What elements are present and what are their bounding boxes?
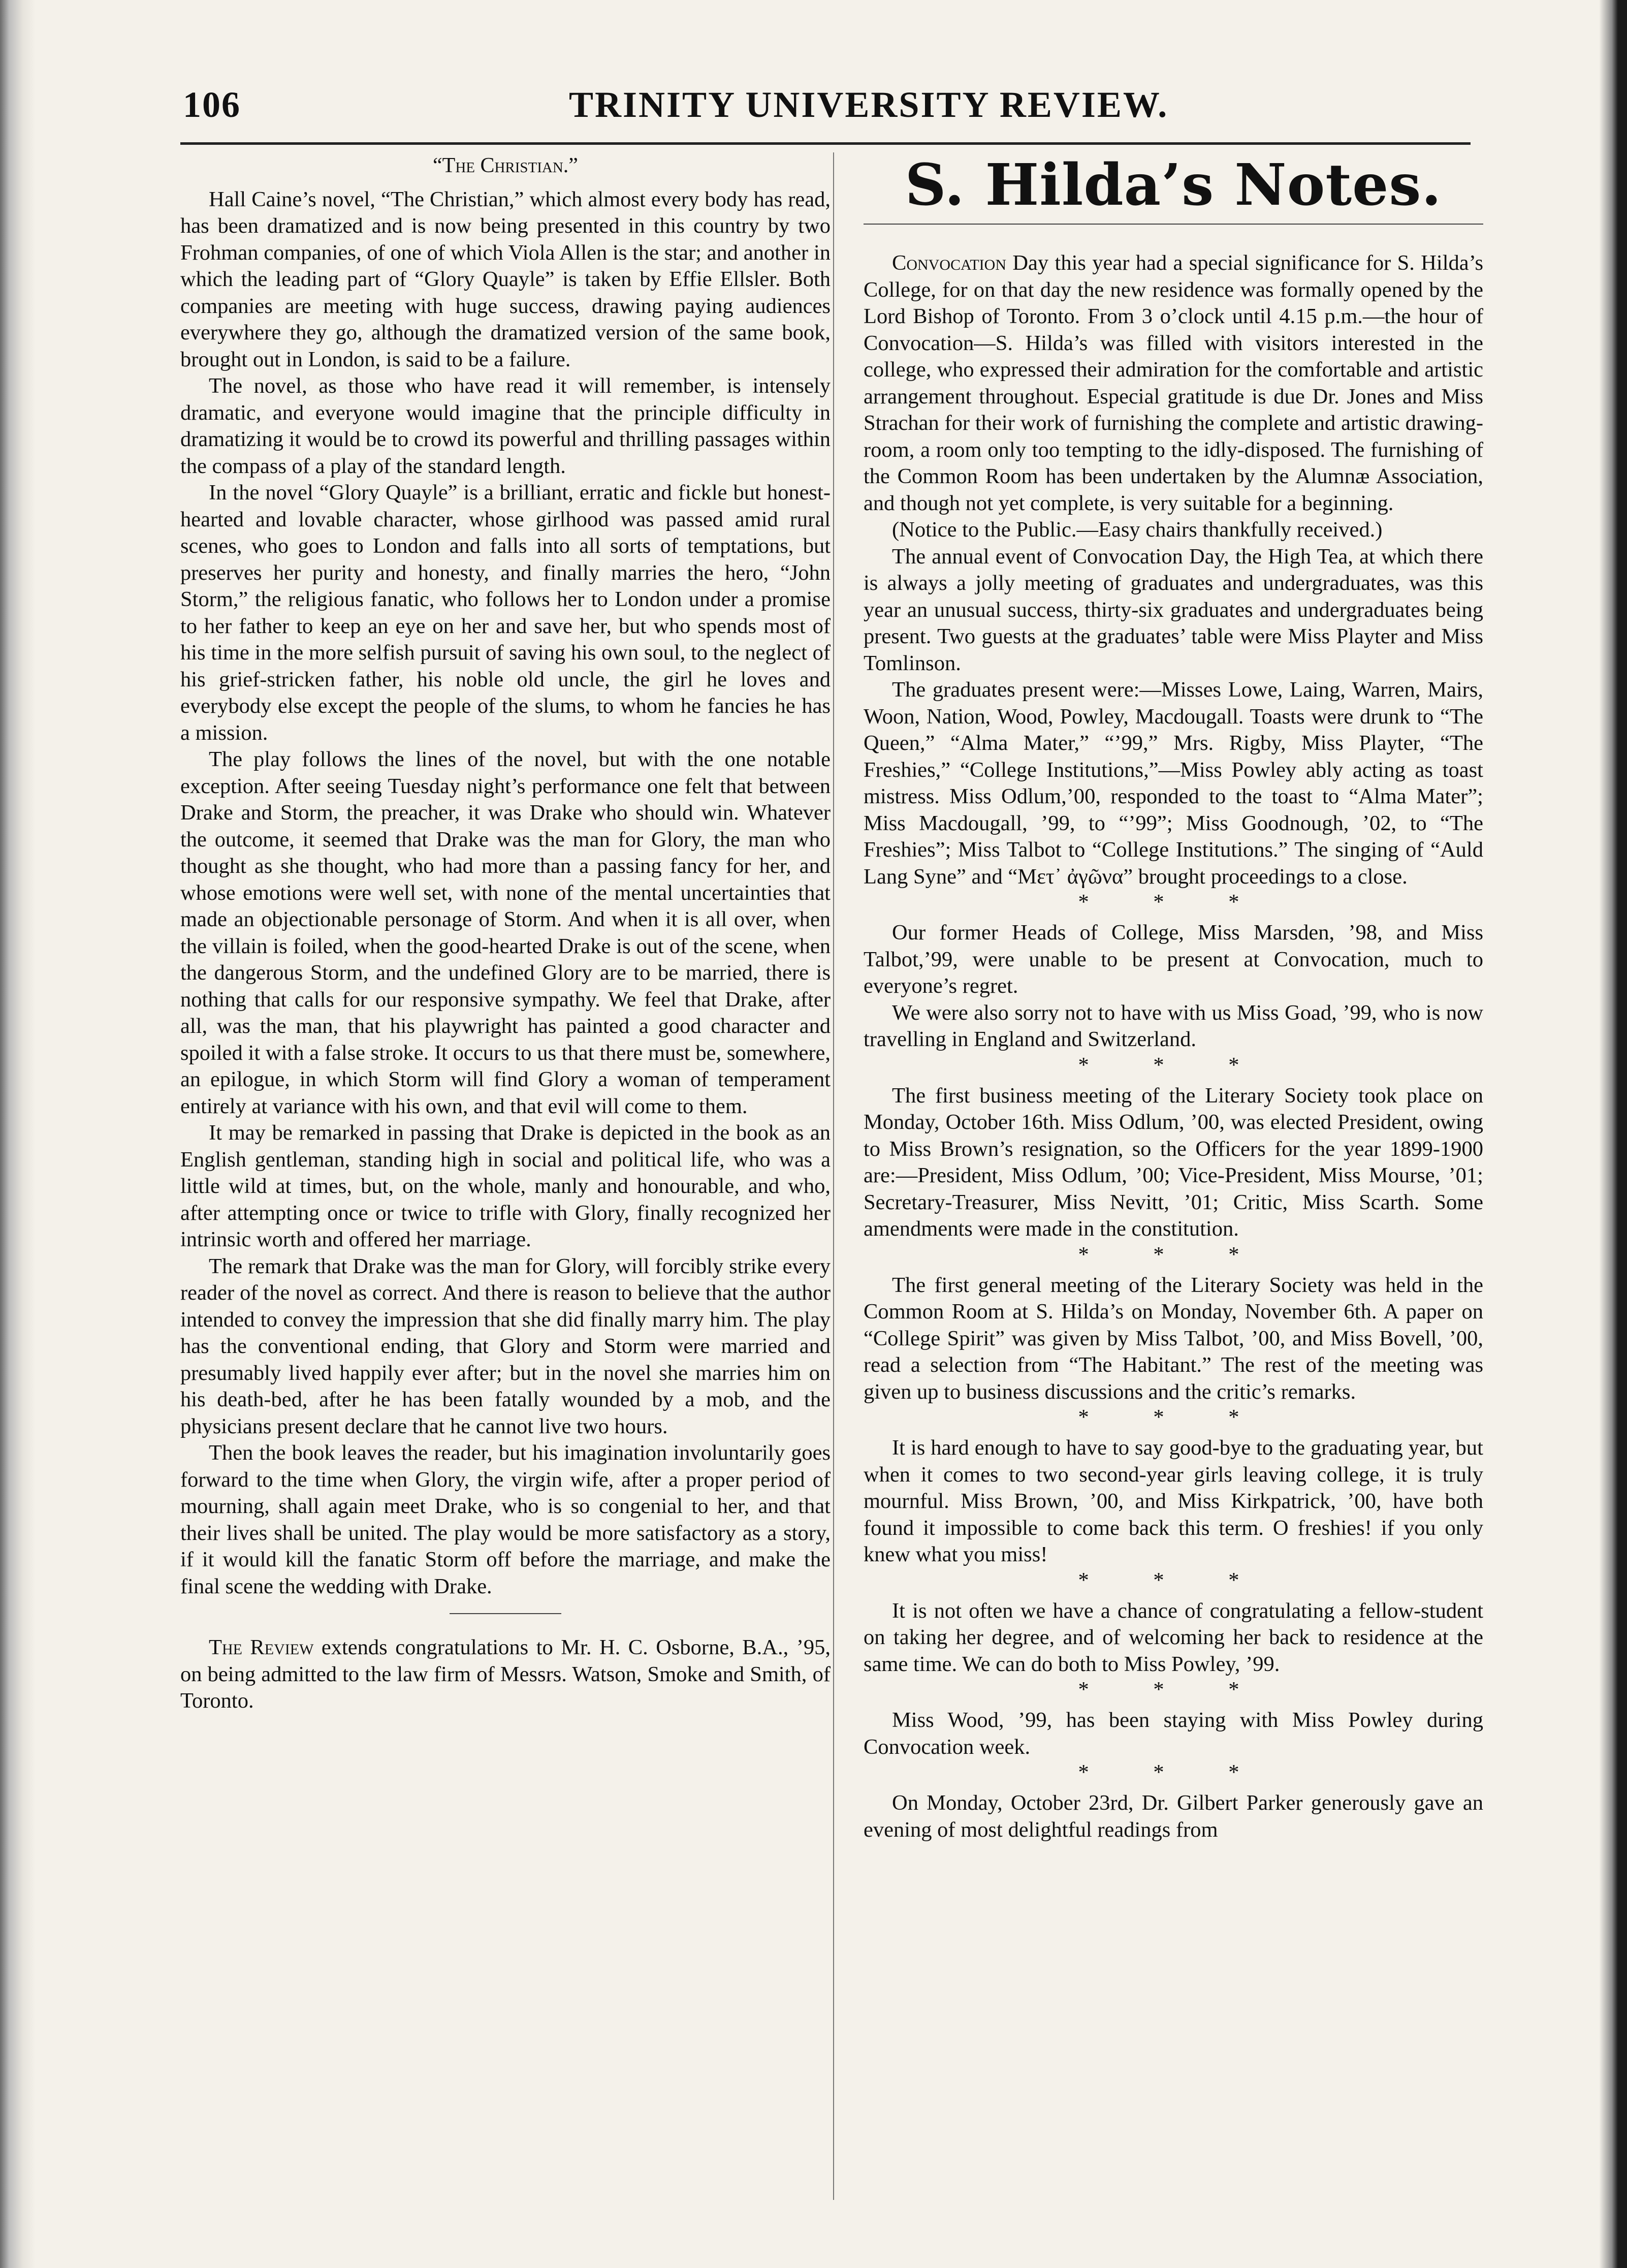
review-notice-text: extends congratulations to Mr. H. C. Osborne, B.A., ’95, on being admitted to the law firm of Messrs. Watson, Smoke and Smith, of Toronto. xyxy=(180,1635,831,1713)
article-paragraph: The play follows the lines of the novel, but with the one notable exception. After seeing Tuesday night’s performance one felt that between Drake and Storm, the preacher, it was Drake who should win. Whatever the outcome, it seemed that Drake was the man for Glory, the man who thought as she thought, who had more than a passing fancy for her, and whose emotions were well set, with none of the mental uncertainties that made an objectionable personage of Storm. And when it is all over, when the villain is foiled, when the good-hearted Drake is out of the scene, when the dangerous Storm, and the undefined Glory are to be married, there is nothing that calls for our responsive sympathy. We feel that Drake, after all, was the man, that his playwright has painted a good character and spoiled it with a false stroke. It occurs to us that there must be, somewhere, an epilogue, in which Storm will find Glory a woman of temperament entirely at variance with his own, and that evil will come to them. xyxy=(180,747,831,1118)
section-separator: * * * xyxy=(1078,1678,1269,1702)
note-paragraph: The first general meeting of the Literary Society was held in the Common Room at S. Hilda’s on Monday, November 6th. A paper on “College Spirit” was given by Miss Talbot, ’00, and Miss Bovell, ’00, read a selection from “The Habitant.” The rest of the meeting was given up to business discussions and the critic’s remarks. xyxy=(864,1273,1483,1404)
section-separator: * * * xyxy=(1078,1760,1269,1784)
note-paragraph: Miss Wood, ’99, has been staying with Miss Powley during Convocation week. xyxy=(864,1708,1483,1759)
note-lead-word: Convocation xyxy=(892,251,1007,275)
section-title: S. Hilda’s Notes. xyxy=(905,152,1442,218)
note-paragraph: (Notice to the Public.—Easy chairs thankfully received.) xyxy=(892,518,1383,542)
article-paragraph: In the novel “Glory Quayle” is a brilliant, erratic and fickle but honest-hearted and lovable character, whose girlhood was passed amid rural scenes, who goes to London and falls into all sorts of temptations, but preserves her purity and honesty, and finally marries the hero, “John Storm,” the religious fanatic, who follows her to London under a promise to her father to keep an eye on her and save her, but who spends most of his time in the more selfish pursuit of saving his own soul, to the neglect of his grief-stricken father, his noble old uncle, the girl he loves and everybody else except the people of the slums, to whom he fancies he has a mission. xyxy=(180,481,831,745)
note-paragraph: The first business meeting of the Literary Society took place on Monday, October 16th. Miss Odlum, ’00, was elected President, owing to Miss Brown’s resignation, so the Officers for the year 1899-1900 are:—President, Miss Odlum, ’00; Vice-President, Miss Mourse, ’01; Secretary-Treasurer, Miss Nevitt, ’01; Critic, Miss Scarth. Some amendments were made in the constitution. xyxy=(864,1083,1483,1241)
article-end-rule xyxy=(450,1613,561,1614)
note-paragraph: We were also sorry not to have with us Miss Goad, ’99, who is now travelling in England and Switzerland. xyxy=(864,1000,1483,1051)
review-notice-lead: The Review xyxy=(209,1635,314,1659)
right-column xyxy=(864,152,1483,1843)
section-separator: * * * xyxy=(1078,1405,1269,1429)
section-separator: * * * xyxy=(1078,1242,1269,1267)
section-separator: * * * xyxy=(1078,1053,1269,1077)
column-divider xyxy=(833,152,834,2200)
note-paragraph: It is not often we have a chance of congratulating a fellow-student on taking her degree, and of welcoming her back to residence at the same time. We can do both to Miss Powley, ’99. xyxy=(864,1598,1483,1676)
header-rule xyxy=(180,142,1471,145)
note-lead-text: Day this year had a special significance for S. Hilda’s College, for on that day the new residence was formally opened by the Lord Bishop of Toronto. From 3 o’clock until 4.15 p.m.—the hour of Convocation—S. Hilda’s was filled with visitors interested in the college, who expressed their admiration for the comfortable and artistic arrangement throughout. Especial gratitude is due Dr. Jones and Miss Strachan for their work of furnishing the complete and artistic drawing-room, a room only too tempting to the idly-disposed. The furnishing of the Common Room has been undertaken by the Alumnæ Association, and though not yet complete, is very suitable for a beginning. xyxy=(864,251,1483,515)
review-notice xyxy=(180,1634,831,1715)
note-paragraph: On Monday, October 23rd, Dr. Gilbert Parker generously gave an evening of most delightful readings from xyxy=(864,1791,1483,1842)
article-paragraph: The remark that Drake was the man for Glory, will forcibly strike every reader of the novel as correct. And there is reason to believe that the author intended to convey the impression that she did finally marry him. The play has the conventional ending, that Glory and Storm were married and presumably lived happily ever after; but in the novel she marries him on his death-bed, after he has been fatally wounded by a mob, and the physicians present declare that he cannot live two hours. xyxy=(180,1254,831,1438)
note-paragraph: Our former Heads of College, Miss Marsden, ’98, and Miss Talbot,’99, were unable to be present at Convocation, much to everyone’s regret. xyxy=(864,921,1483,998)
left-column xyxy=(180,152,831,1715)
section-separator: * * * xyxy=(1078,890,1269,914)
note-paragraph: It is hard enough to have to say good-bye to the graduating year, but when it comes to two second-year girls leaving college, it is truly mournful. Miss Brown, ’00, and Miss Kirkpatrick, ’00, have both found it impossible to come back this term. O freshies! if you only knew what you miss! xyxy=(864,1436,1483,1566)
scan-edge-left xyxy=(0,0,36,2268)
note-paragraph: The graduates present were:—Misses Lowe, Laing, Warren, Mairs, Woon, Nation, Wood, Powley, Macdougall. Toasts were drunk to “The Queen,” “Alma Mater,” “’99,” Mrs. Rigby, Miss Playter, “The Freshies,” “College Institutions,”—Miss Powley ably acting as toast mistress. Miss Odlum,’00, responded to the toast to “Alma Mater”; Miss Macdougall, ’99, to “’99”; Miss Goodnough, ’02, to “The Freshies”; Miss Talbot to “College Institutions.” The singing of “Auld Lang Syne” and “Μετ᾽ ἀγῶνα” brought proceedings to a close. xyxy=(864,678,1483,889)
article-paragraph: It may be remarked in passing that Drake is depicted in the book as an English gentleman, standing high in social and political life, who was a little wild at times, but, on the whole, manly and honourable, and who, after attempting once or twice to trifle with Glory, finally recognized her intrinsic worth and offered her marriage. xyxy=(180,1121,831,1251)
article-paragraph: Hall Caine’s novel, “The Christian,” which almost every body has read, has been dramatized and is now being presented in this country by two Frohman companies, of one of which Viola Allen is the star; and another in which the leading part of “Glory Quayle” is taken by Effie Ellsler. Both companies are meeting with huge success, drawing paying audiences everywhere they go, although the dramatized version of the same book, brought out in London, is said to be a failure. xyxy=(180,187,831,371)
article-paragraph: Then the book leaves the reader, but his imagination involuntarily goes forward to the time when Glory, the virgin wife, after a proper period of mourning, shall again meet Drake, who is so congenial to her, and that their lives shall be united. The play would be more satisfactory as a story, if it would kill the fanatic Storm off before the marriage, and make the final scene the wedding with Drake. xyxy=(180,1441,831,1598)
page-number: 106 xyxy=(183,84,241,125)
article-paragraph: The novel, as those who have read it will remember, is intensely dramatic, and everyone would imagine that the principle difficulty in dramatizing it would be to crowd its powerful and thrilling passages within the compass of a play of the standard length. xyxy=(180,374,831,478)
page-header xyxy=(183,84,1468,140)
note-paragraph: The annual event of Convocation Day, the High Tea, at which there is always a jolly meeting of graduates and undergraduates, was this year an unusual success, thirty-six graduates and undergraduates being present. Two guests at the graduates’ table were Miss Playter and Miss Tomlinson. xyxy=(864,544,1483,675)
journal-title: TRINITY UNIVERSITY REVIEW. xyxy=(569,84,1169,125)
section-separator: * * * xyxy=(1078,1568,1269,1592)
scan-edge-right xyxy=(1599,0,1627,2268)
article-title: “The Christian.” xyxy=(433,154,578,177)
section-title-rule xyxy=(864,224,1483,225)
note-paragraph xyxy=(864,250,1483,517)
